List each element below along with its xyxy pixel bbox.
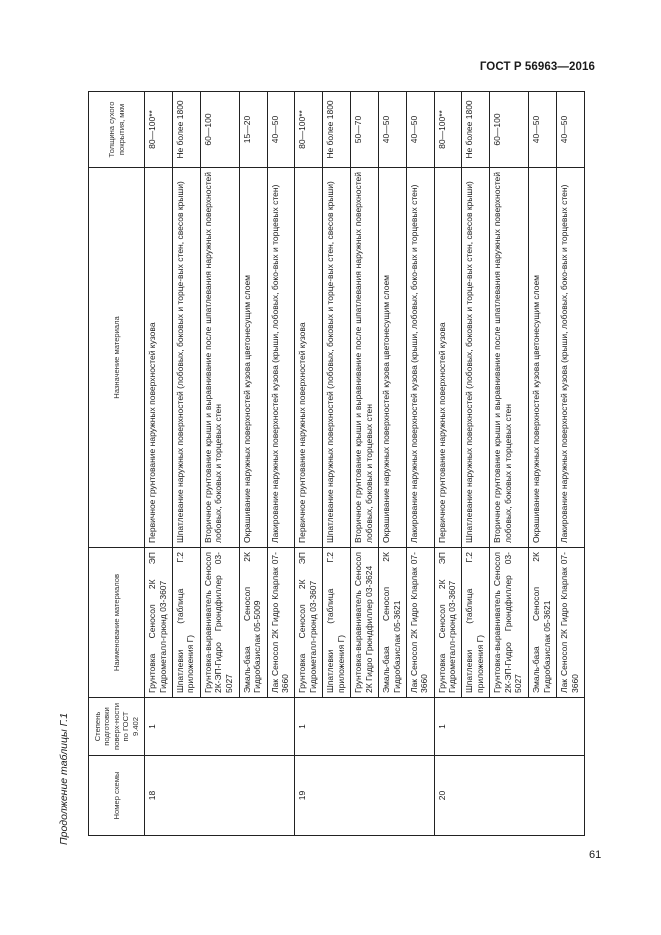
table-header-row [89,92,145,836]
page-number: 61 [589,849,602,861]
table-row [295,92,323,836]
scheme-number-cell: 18 [145,756,295,836]
column-header-purpose: Назначение материала [89,168,145,548]
coating-schemes-table [88,91,585,836]
material-cell: Грунтовка Сеносол 2К ЭП Гидрометалл-грюнд 03-3607 [145,548,173,698]
thickness-cell: 40—50 [557,92,585,168]
column-header-thickness: Толщина сухого покрытия, мкм [89,92,145,168]
material-cell: Грунтовка-выравниватель Сеносол 2К Гидро Грюндфиллер 03-3624 [351,548,379,698]
thickness-cell: Не более 1800 [172,92,200,168]
degree-cell: 1 [145,698,295,756]
material-cell: Шпатлевки (таблица Г.2 приложения Г) [323,548,351,698]
thickness-cell: 50—70 [351,92,379,168]
material-cell: Лак Сеносол 2К Гидро Кларлак 07-3660 [267,548,295,698]
purpose-cell: Шпатлевание наружных поверхностей (лобовых, боковых и торце-вых стен, свесов крыши) [172,168,200,548]
thickness-cell: 40—50 [378,92,406,168]
thickness-cell: 80—100** [434,92,462,168]
thickness-cell: 60—100 [200,92,239,168]
purpose-cell: Шпатлевание наружных поверхностей (лобовых, боковых и торце-вых стен, свесов крыши) [323,168,351,548]
material-cell: Лак Сеносол 2К Гидро Кларлак 07-3660 [557,548,585,698]
purpose-cell: Лакирование наружных поверхностей кузова (крыши, лобовых, боко-вых и торцевых стен) [406,168,434,548]
material-cell: Лак Сеносол 2К Гидро Кларлак 07-3660 [406,548,434,698]
thickness-cell: 40—50 [267,92,295,168]
purpose-cell: Вторичное грунтование крыши и выравнивание после шпатлевания наружных поверхностей лобовых, боковых и торцевых стен [200,168,239,548]
purpose-cell: Вторичное грунтование крыши и выравнивание после шпатлевания наружных поверхностей лобовых, боковых и торцевых стен [490,168,529,548]
thickness-cell: 80—100** [145,92,173,168]
scheme-number-cell: 19 [295,756,434,836]
purpose-cell: Лакирование наружных поверхностей кузова (крыши, лобовых, боко-вых и торцевых стен) [267,168,295,548]
material-cell: Грунтовка-выравниватель Сеносол 2К-ЭП-Гидро Грюндфиллер 03-5027 [490,548,529,698]
material-cell: Эмаль-база Сеносол 2К Гидробазислак 05-5009 [239,548,267,698]
scheme-number-cell: 20 [434,756,584,836]
material-cell: Шпатлевки (таблица Г.2 приложения Г) [462,548,490,698]
degree-cell: 1 [434,698,584,756]
column-header-material: Наименование материалов [89,548,145,698]
material-cell: Грунтовка-выравниватель Сеносол 2К-ЭП-Гидро Грюндфиллер 03-5027 [200,548,239,698]
material-cell: Эмаль-база Сеносол 2К Гидробазислак 05-3621 [378,548,406,698]
material-cell: Грунтовка Сеносол 2К ЭП Гидрометалл-грюнд 03-3607 [434,548,462,698]
purpose-cell: Окрашивание наружных поверхностей кузова цветонесущим слоем [378,168,406,548]
thickness-cell: 60—100 [490,92,529,168]
thickness-cell: Не более 1800 [323,92,351,168]
purpose-cell: Шпатлевание наружных поверхностей (лобовых, боковых и торце-вых стен, свесов крыши) [462,168,490,548]
table-row [434,92,462,836]
thickness-cell: 40—50 [406,92,434,168]
purpose-cell: Первичное грунтование наружных поверхностей кузова [434,168,462,548]
standard-header: ГОСТ Р 56963—2016 [479,61,595,73]
column-header-scheme: Номер схемы [89,756,145,836]
purpose-cell: Окрашивание наружных поверхностей кузова цветонесущим слоем [529,168,557,548]
column-header-degree: Степень подготовки поверх-ности по ГОСТ 9.402 [89,698,145,756]
purpose-cell: Окрашивание наружных поверхностей кузова цветонесущим слоем [239,168,267,548]
thickness-cell: Не более 1800 [462,92,490,168]
rotated-table-container [88,92,585,836]
purpose-cell: Вторичное грунтование крыши и выравнивание после шпатлевания наружных поверхностей лобовых, боковых и торцевых стен [351,168,379,548]
table-row [145,92,173,836]
purpose-cell: Лакирование наружных поверхностей кузова (крыши, лобовых, боко-вых и торцевых стен) [557,168,585,548]
thickness-cell: 80—100** [295,92,323,168]
material-cell: Эмаль-база Сеносол 2К Гидробазислак 05-3621 [529,548,557,698]
material-cell: Шпатлевки (таблица Г.2 приложения Г) [172,548,200,698]
degree-cell: 1 [295,698,434,756]
purpose-cell: Первичное грунтование наружных поверхностей кузова [145,168,173,548]
table-caption: Продолжение таблицы Г.1 [58,712,70,845]
thickness-cell: 40—50 [529,92,557,168]
purpose-cell: Первичное грунтование наружных поверхностей кузова [295,168,323,548]
thickness-cell: 15—20 [239,92,267,168]
material-cell: Грунтовка Сеносол 2К ЭП Гидрометалл-грюнд 03-3607 [295,548,323,698]
